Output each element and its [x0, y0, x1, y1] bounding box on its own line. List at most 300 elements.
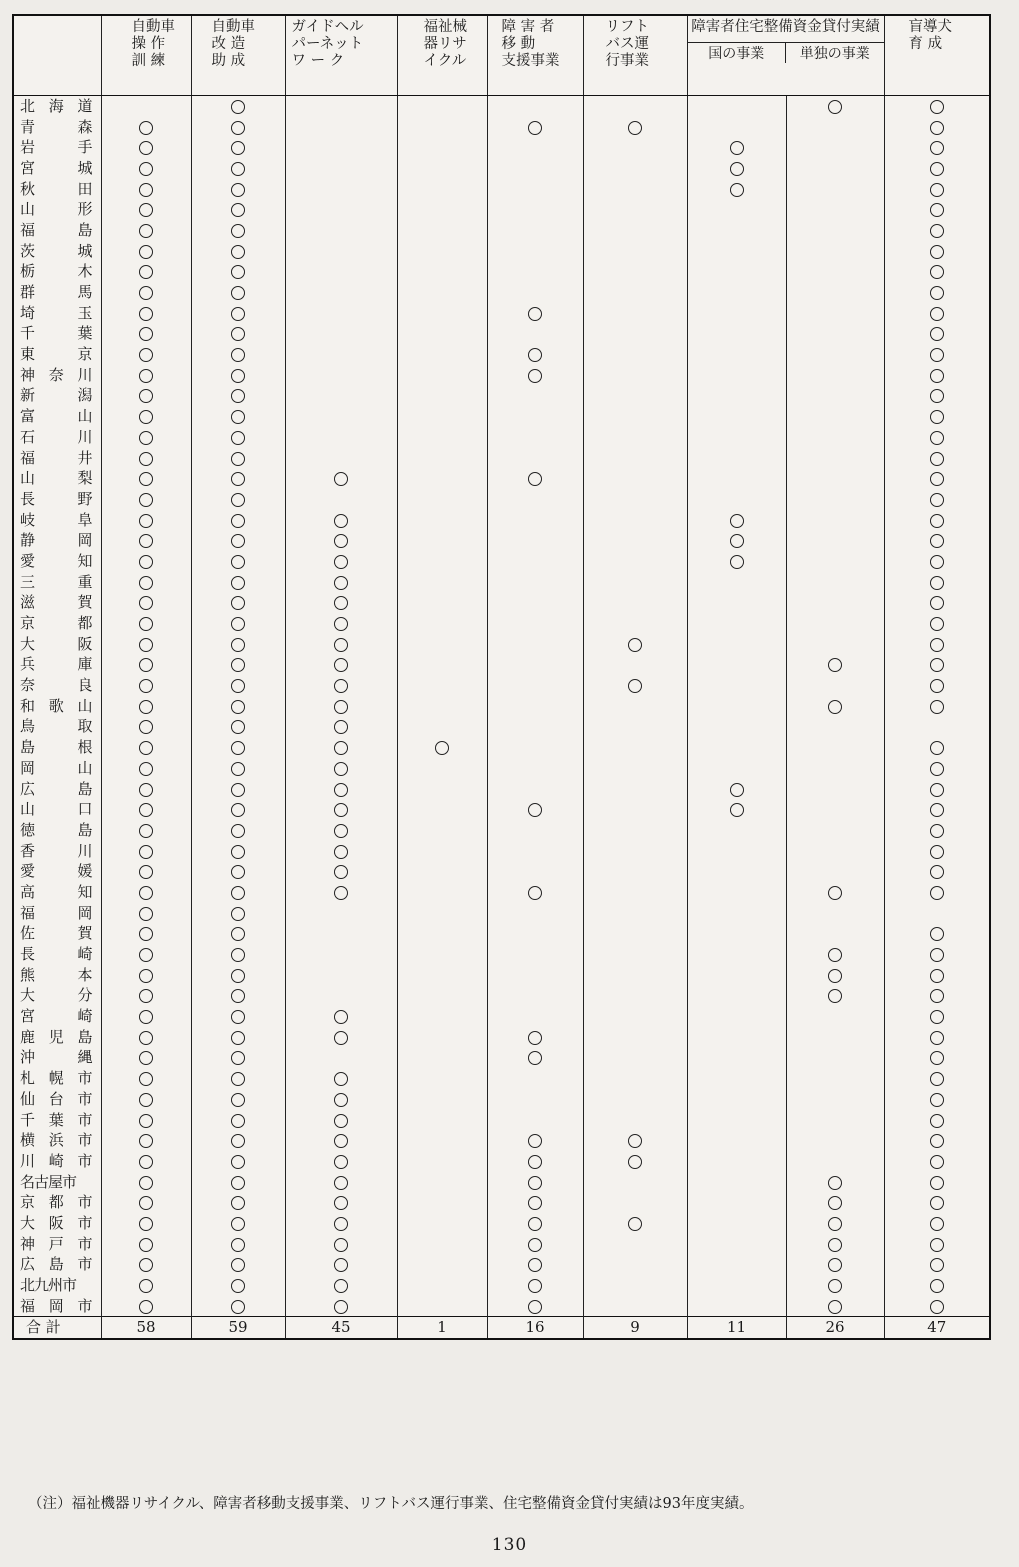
mark-cell [101, 302, 191, 323]
circle-mark-icon [930, 1300, 944, 1314]
circle-mark-icon [334, 720, 348, 734]
mark-cell [191, 282, 285, 303]
circle-mark-icon [231, 989, 245, 1003]
mark-cell [884, 882, 990, 903]
mark-cell [583, 220, 687, 241]
mark-cell [687, 675, 786, 696]
circle-mark-icon [231, 1051, 245, 1065]
mark-cell [191, 737, 285, 758]
mark-cell [786, 985, 884, 1006]
circle-mark-icon [730, 783, 744, 797]
prefecture-name: 札 幌 市 [13, 1068, 101, 1089]
circle-mark-icon [139, 286, 153, 300]
mark-cell [397, 1151, 487, 1172]
prefecture-name: 埼 玉 [13, 302, 101, 323]
prefecture-name: 京 都 [13, 613, 101, 634]
mark-cell [583, 923, 687, 944]
circle-mark-icon [231, 514, 245, 528]
mark-cell [786, 220, 884, 241]
mark-cell [487, 468, 583, 489]
welfare-program-table [12, 14, 991, 1340]
mark-cell [101, 220, 191, 241]
circle-mark-icon [334, 824, 348, 838]
mark-cell [786, 861, 884, 882]
circle-mark-icon [139, 824, 153, 838]
table-row [13, 1171, 990, 1192]
circle-mark-icon [231, 1176, 245, 1190]
mark-cell [191, 1254, 285, 1275]
circle-mark-icon [334, 679, 348, 693]
mark-cell [687, 551, 786, 572]
table-row [13, 902, 990, 923]
mark-cell [285, 1089, 397, 1110]
circle-mark-icon [828, 969, 842, 983]
mark-cell [285, 758, 397, 779]
mark-cell [191, 1068, 285, 1089]
mark-cell [583, 323, 687, 344]
mark-cell [285, 964, 397, 985]
prefecture-name: 徳 島 [13, 820, 101, 841]
mark-cell [687, 1192, 786, 1213]
footnote: （注）福祉機器リサイクル、障害者移動支援事業、リフトバス運行事業、住宅整備資金貸付実績は93年度実績。 [28, 1496, 754, 1512]
mark-cell [191, 178, 285, 199]
mark-cell [583, 1213, 687, 1234]
mark-cell [687, 944, 786, 965]
circle-mark-icon [139, 1093, 153, 1107]
mark-cell [687, 468, 786, 489]
circle-mark-icon [231, 1093, 245, 1107]
mark-cell [397, 778, 487, 799]
prefecture-name: 栃 木 [13, 261, 101, 282]
circle-mark-icon [231, 679, 245, 693]
mark-cell [884, 1047, 990, 1068]
mark-cell [583, 737, 687, 758]
mark-cell [191, 137, 285, 158]
prefecture-name: 鳥 取 [13, 716, 101, 737]
mark-cell [191, 592, 285, 613]
prefecture-name: 青 森 [13, 116, 101, 137]
mark-cell [101, 1047, 191, 1068]
mark-cell [487, 406, 583, 427]
mark-cell [884, 799, 990, 820]
mark-cell [285, 944, 397, 965]
mark-cell [786, 1295, 884, 1316]
total-value: 47 [884, 1317, 990, 1339]
circle-mark-icon [334, 617, 348, 631]
mark-cell [285, 95, 397, 116]
mark-cell [101, 820, 191, 841]
mark-cell [786, 799, 884, 820]
circle-mark-icon [528, 1031, 542, 1045]
mark-cell [786, 323, 884, 344]
mark-cell [101, 95, 191, 116]
circle-mark-icon [231, 183, 245, 197]
mark-cell [786, 364, 884, 385]
table-row [13, 344, 990, 365]
mark-cell [884, 509, 990, 530]
mark-cell [687, 613, 786, 634]
circle-mark-icon [930, 803, 944, 817]
table-row [13, 1089, 990, 1110]
mark-cell [487, 1254, 583, 1275]
mark-cell [884, 323, 990, 344]
mark-cell [101, 447, 191, 468]
mark-cell [583, 1130, 687, 1151]
mark-cell [191, 199, 285, 220]
mark-cell [285, 1275, 397, 1296]
mark-cell [884, 592, 990, 613]
mark-cell [687, 364, 786, 385]
mark-cell [101, 1192, 191, 1213]
circle-mark-icon [231, 555, 245, 569]
mark-cell [487, 1089, 583, 1110]
mark-cell [191, 158, 285, 179]
mark-cell [583, 364, 687, 385]
mark-cell [487, 758, 583, 779]
total-value: 9 [583, 1317, 687, 1339]
mark-cell [191, 240, 285, 261]
circle-mark-icon [730, 162, 744, 176]
table-row [13, 840, 990, 861]
prefecture-name: 山 形 [13, 199, 101, 220]
circle-mark-icon [930, 700, 944, 714]
circle-mark-icon [334, 762, 348, 776]
mark-cell [101, 240, 191, 261]
circle-mark-icon [231, 265, 245, 279]
circle-mark-icon [930, 100, 944, 114]
mark-cell [583, 385, 687, 406]
mark-cell [583, 1151, 687, 1172]
mark-cell [101, 1213, 191, 1234]
mark-cell [884, 220, 990, 241]
mark-cell [583, 840, 687, 861]
circle-mark-icon [930, 927, 944, 941]
mark-cell [397, 489, 487, 510]
circle-mark-icon [334, 1072, 348, 1086]
circle-mark-icon [139, 183, 153, 197]
prefecture-name: 秋 田 [13, 178, 101, 199]
mark-cell [687, 199, 786, 220]
mark-cell [687, 695, 786, 716]
mark-cell [487, 778, 583, 799]
mark-cell [583, 137, 687, 158]
mark-cell [583, 633, 687, 654]
circle-mark-icon [231, 534, 245, 548]
mark-cell [397, 1233, 487, 1254]
mark-cell [786, 1130, 884, 1151]
mark-cell [487, 695, 583, 716]
circle-mark-icon [930, 1072, 944, 1086]
table-row [13, 364, 990, 385]
circle-mark-icon [930, 452, 944, 466]
mark-cell [687, 902, 786, 923]
circle-mark-icon [334, 1300, 348, 1314]
mark-cell [397, 468, 487, 489]
mark-cell [884, 1089, 990, 1110]
prefecture-name: 大 分 [13, 985, 101, 1006]
mark-cell [884, 1275, 990, 1296]
mark-cell [191, 840, 285, 861]
mark-cell [583, 861, 687, 882]
circle-mark-icon [139, 700, 153, 714]
mark-cell [687, 1109, 786, 1130]
mark-cell [884, 654, 990, 675]
mark-cell [487, 1047, 583, 1068]
table-row [13, 1068, 990, 1089]
mark-cell [191, 1233, 285, 1254]
circle-mark-icon [730, 141, 744, 155]
mark-cell [285, 675, 397, 696]
mark-cell [687, 1006, 786, 1027]
mark-cell [583, 158, 687, 179]
mark-cell [884, 95, 990, 116]
circle-mark-icon [730, 803, 744, 817]
mark-cell [101, 509, 191, 530]
mark-cell [786, 261, 884, 282]
mark-cell [687, 1213, 786, 1234]
mark-cell [687, 220, 786, 241]
prefecture-name: 群 馬 [13, 282, 101, 303]
mark-cell [397, 613, 487, 634]
mark-cell [487, 964, 583, 985]
mark-cell [687, 964, 786, 985]
mark-cell [101, 116, 191, 137]
mark-cell [884, 240, 990, 261]
circle-mark-icon [930, 389, 944, 403]
mark-cell [285, 509, 397, 530]
mark-cell [687, 778, 786, 799]
mark-cell [397, 758, 487, 779]
circle-mark-icon [231, 824, 245, 838]
mark-cell [786, 282, 884, 303]
mark-cell [101, 840, 191, 861]
mark-cell [487, 571, 583, 592]
circle-mark-icon [231, 1155, 245, 1169]
mark-cell [687, 1254, 786, 1275]
mark-cell [101, 1006, 191, 1027]
table-row [13, 675, 990, 696]
mark-cell [487, 220, 583, 241]
mark-cell [487, 902, 583, 923]
circle-mark-icon [730, 183, 744, 197]
circle-mark-icon [930, 989, 944, 1003]
mark-cell [101, 468, 191, 489]
mark-cell [687, 178, 786, 199]
table-row [13, 406, 990, 427]
circle-mark-icon [334, 1238, 348, 1252]
mark-cell [487, 158, 583, 179]
mark-cell [884, 820, 990, 841]
mark-cell [786, 137, 884, 158]
mark-cell [687, 406, 786, 427]
circle-mark-icon [139, 720, 153, 734]
prefecture-name: 横 浜 市 [13, 1130, 101, 1151]
mark-cell [884, 385, 990, 406]
circle-mark-icon [930, 1155, 944, 1169]
mark-cell [101, 633, 191, 654]
prefecture-name: 長 野 [13, 489, 101, 510]
mark-cell [487, 1151, 583, 1172]
circle-mark-icon [930, 1051, 944, 1065]
mark-cell [191, 468, 285, 489]
mark-cell [687, 302, 786, 323]
circle-mark-icon [334, 1155, 348, 1169]
circle-mark-icon [828, 1176, 842, 1190]
mark-cell [487, 1213, 583, 1234]
circle-mark-icon [231, 327, 245, 341]
mark-cell [397, 427, 487, 448]
mark-cell [397, 1068, 487, 1089]
mark-cell [884, 199, 990, 220]
mark-cell [285, 695, 397, 716]
circle-mark-icon [231, 762, 245, 776]
mark-cell [397, 95, 487, 116]
header-driving-training: 自動車 操 作 訓 練 [101, 15, 191, 95]
circle-mark-icon [828, 948, 842, 962]
mark-cell [786, 778, 884, 799]
table-row [13, 282, 990, 303]
circle-mark-icon [930, 845, 944, 859]
circle-mark-icon [231, 948, 245, 962]
table-row [13, 1151, 990, 1172]
mark-cell [397, 820, 487, 841]
circle-mark-icon [231, 1300, 245, 1314]
circle-mark-icon [828, 1196, 842, 1210]
mark-cell [101, 137, 191, 158]
table-row [13, 95, 990, 116]
mark-cell [101, 695, 191, 716]
mark-cell [285, 489, 397, 510]
mark-cell [101, 1130, 191, 1151]
mark-cell [884, 261, 990, 282]
table-row [13, 820, 990, 841]
mark-cell [786, 695, 884, 716]
circle-mark-icon [231, 369, 245, 383]
mark-cell [884, 489, 990, 510]
mark-cell [397, 1171, 487, 1192]
circle-mark-icon [139, 1051, 153, 1065]
circle-mark-icon [334, 1134, 348, 1148]
mark-cell [285, 840, 397, 861]
prefecture-name: 福 岡 市 [13, 1295, 101, 1316]
circle-mark-icon [231, 1238, 245, 1252]
prefecture-name: 北九州市 [13, 1275, 101, 1296]
mark-cell [285, 737, 397, 758]
mark-cell [884, 778, 990, 799]
mark-cell [285, 116, 397, 137]
mark-cell [397, 116, 487, 137]
mark-cell [101, 861, 191, 882]
mark-cell [101, 737, 191, 758]
mark-cell [285, 1295, 397, 1316]
circle-mark-icon [930, 1093, 944, 1107]
mark-cell [397, 985, 487, 1006]
mark-cell [191, 799, 285, 820]
prefecture-name: 大 阪 市 [13, 1213, 101, 1234]
mark-cell [285, 820, 397, 841]
prefecture-name: 東 京 [13, 344, 101, 365]
table-row [13, 302, 990, 323]
circle-mark-icon [930, 1217, 944, 1231]
mark-cell [285, 158, 397, 179]
mark-cell [191, 716, 285, 737]
circle-mark-icon [231, 389, 245, 403]
mark-cell [191, 1006, 285, 1027]
mark-cell [101, 654, 191, 675]
circle-mark-icon [334, 514, 348, 528]
circle-mark-icon [231, 348, 245, 362]
mark-cell [687, 323, 786, 344]
mark-cell [191, 447, 285, 468]
table-row [13, 1254, 990, 1275]
mark-cell [101, 799, 191, 820]
mark-cell [285, 1026, 397, 1047]
table-row [13, 923, 990, 944]
circle-mark-icon [930, 183, 944, 197]
prefecture-name: 神 戸 市 [13, 1233, 101, 1254]
table-row [13, 158, 990, 179]
mark-cell [191, 406, 285, 427]
circle-mark-icon [730, 555, 744, 569]
mark-cell [687, 1130, 786, 1151]
mark-cell [285, 592, 397, 613]
mark-cell [786, 923, 884, 944]
circle-mark-icon [139, 741, 153, 755]
mark-cell [884, 964, 990, 985]
mark-cell [397, 178, 487, 199]
mark-cell [397, 633, 487, 654]
mark-cell [687, 1089, 786, 1110]
circle-mark-icon [139, 1134, 153, 1148]
circle-mark-icon [231, 1196, 245, 1210]
circle-mark-icon [334, 1196, 348, 1210]
mark-cell [583, 1047, 687, 1068]
circle-mark-icon [139, 555, 153, 569]
mark-cell [884, 633, 990, 654]
mark-cell [687, 344, 786, 365]
mark-cell [191, 509, 285, 530]
table-row [13, 861, 990, 882]
mark-cell [786, 1254, 884, 1275]
table-row [13, 799, 990, 820]
circle-mark-icon [828, 1279, 842, 1293]
mark-cell [285, 323, 397, 344]
circle-mark-icon [231, 1010, 245, 1024]
mark-cell [397, 592, 487, 613]
circle-mark-icon [139, 886, 153, 900]
circle-mark-icon [730, 514, 744, 528]
mark-cell [687, 282, 786, 303]
mark-cell [285, 799, 397, 820]
mark-cell [583, 1068, 687, 1089]
circle-mark-icon [828, 700, 842, 714]
circle-mark-icon [139, 514, 153, 528]
circle-mark-icon [231, 658, 245, 672]
mark-cell [285, 468, 397, 489]
circle-mark-icon [139, 638, 153, 652]
circle-mark-icon [334, 555, 348, 569]
mark-cell [191, 861, 285, 882]
circle-mark-icon [231, 1031, 245, 1045]
mark-cell [583, 571, 687, 592]
circle-mark-icon [930, 762, 944, 776]
mark-cell [583, 282, 687, 303]
circle-mark-icon [139, 410, 153, 424]
mark-cell [285, 1130, 397, 1151]
mark-cell [786, 820, 884, 841]
mark-cell [687, 95, 786, 116]
mark-cell [191, 551, 285, 572]
